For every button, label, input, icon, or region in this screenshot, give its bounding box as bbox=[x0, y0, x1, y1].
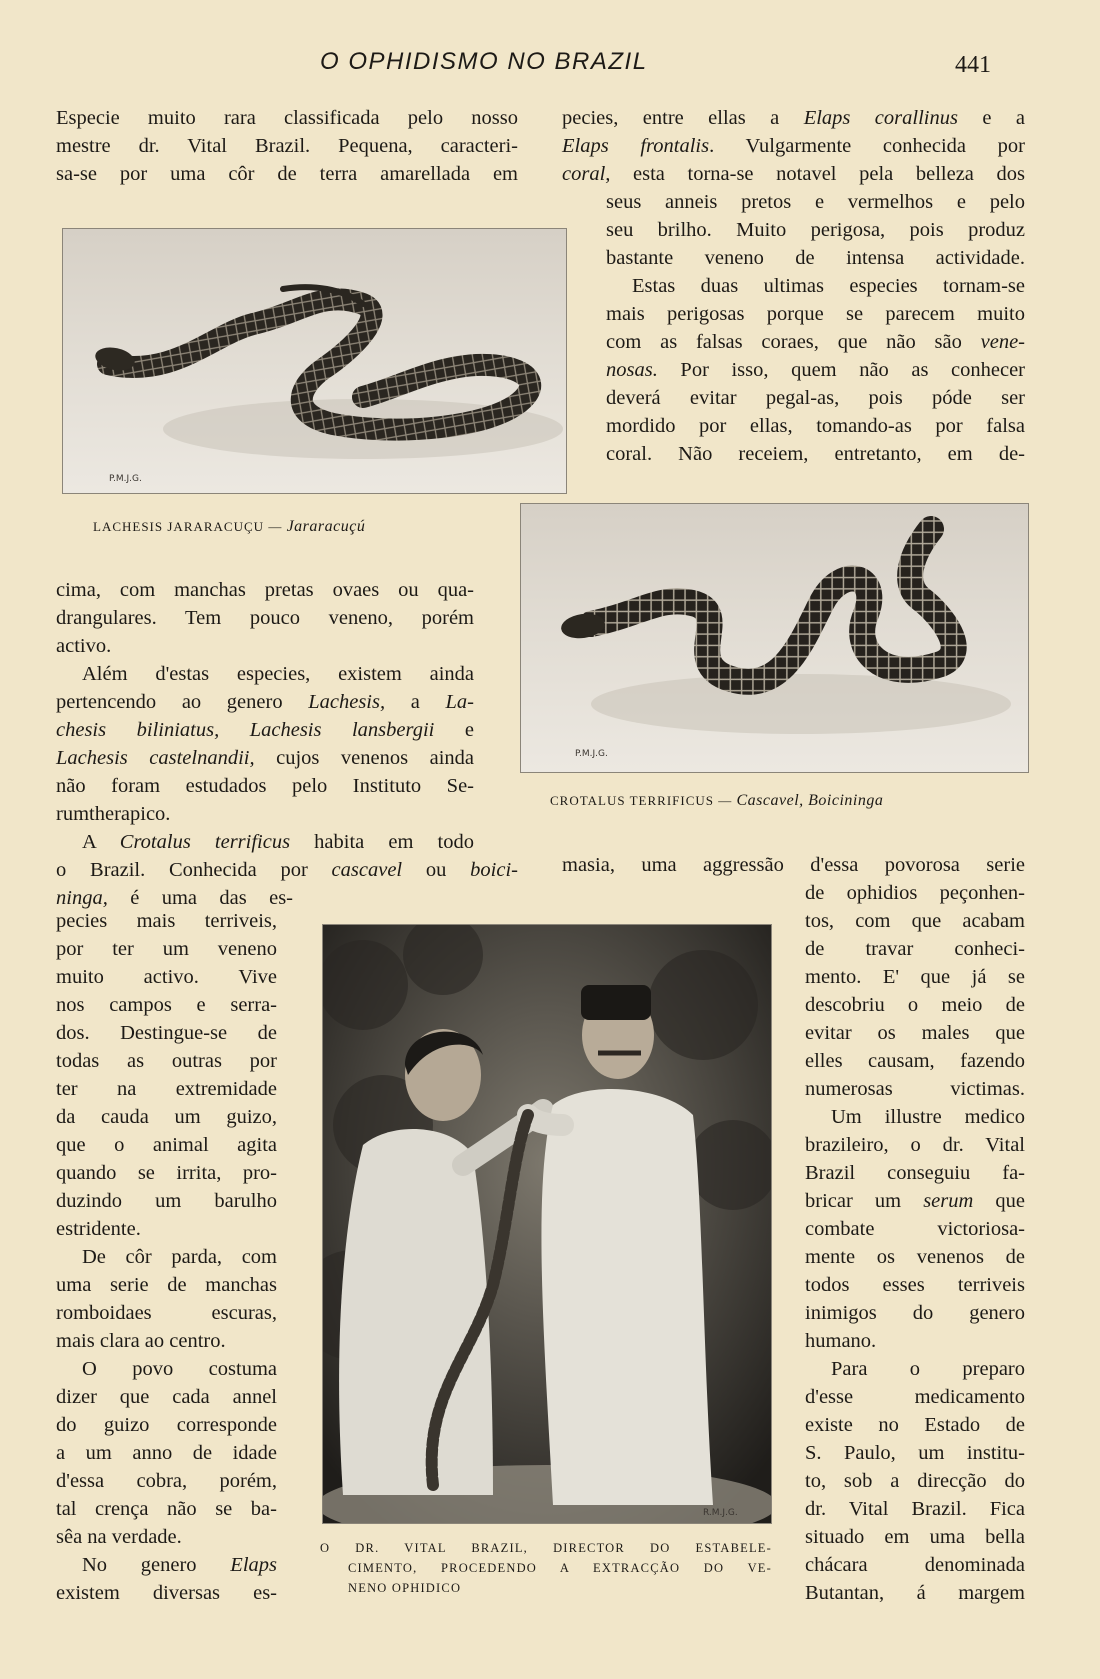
text-line: duzindo um barulho bbox=[56, 1190, 277, 1212]
text-line: mordido por ellas, tomando-as por falsa bbox=[606, 415, 1025, 437]
text-line: quando se irrita, pro- bbox=[56, 1162, 277, 1184]
text-line: sa-se por uma côr de terra amarellada em bbox=[56, 163, 518, 185]
text-line: drangulares. Tem pouco veneno, porém bbox=[56, 607, 474, 629]
text-line: descobriu o meio de bbox=[805, 994, 1025, 1016]
text-line: De côr parda, com bbox=[82, 1246, 277, 1268]
right-column-narrow-text bbox=[805, 879, 1025, 1607]
text-line: d'esse medicamento bbox=[805, 1386, 1025, 1408]
text-line: ninga, é uma das es- bbox=[56, 887, 293, 909]
text-line: cima, com manchas pretas ovaes ou qua- bbox=[56, 579, 474, 601]
text-line: estridente. bbox=[56, 1218, 141, 1240]
text-line: nos campos e serra- bbox=[56, 994, 277, 1016]
text-line: activo. bbox=[56, 635, 112, 657]
text-line: da cauda um guizo, bbox=[56, 1106, 277, 1128]
text-line: mais clara ao centro. bbox=[56, 1330, 226, 1352]
caption-species: LACHESIS JARARACUÇU bbox=[93, 519, 265, 534]
text-line: bastante veneno de intensa actividade. bbox=[606, 247, 1025, 269]
text-line: coral, esta torna-se notavel pela belleza dos bbox=[562, 163, 1025, 185]
text-line: não foram estudados pelo Instituto Se- bbox=[56, 775, 474, 797]
caption-vital-brazil bbox=[320, 1538, 772, 1598]
photo-cascavel bbox=[520, 503, 1029, 773]
page-number: 441 bbox=[955, 52, 991, 78]
text-line: seus anneis pretos e vermelhos e pelo bbox=[606, 191, 1025, 213]
text-line: Estas duas ultimas especies tornam-se bbox=[632, 275, 1025, 297]
text-line: nosas. Por isso, quem não as conhecer bbox=[606, 359, 1025, 381]
caption-dash: — bbox=[718, 793, 733, 808]
photo-signature: R.M.J.G. bbox=[703, 1508, 738, 1518]
text-line: o Brazil. Conhecida por cascavel ou boici- bbox=[56, 859, 518, 881]
right-column-lead-text bbox=[562, 851, 1025, 879]
text-line: existem diversas es- bbox=[56, 1582, 277, 1604]
text-line: A Crotalus terrificus habita em todo bbox=[82, 831, 474, 853]
text-line: combate victoriosa- bbox=[805, 1218, 1025, 1240]
left-column-narrow-text bbox=[56, 907, 277, 1607]
text-line: que o animal agita bbox=[56, 1134, 277, 1156]
text-line: existe no Estado de bbox=[805, 1414, 1025, 1436]
text-line: muito activo. Vive bbox=[56, 966, 277, 988]
text-line: mais perigosas porque se parecem muito bbox=[606, 303, 1025, 325]
text-line: tos, com que acabam bbox=[805, 910, 1025, 932]
text-line: humano. bbox=[805, 1330, 877, 1352]
caption-cascavel bbox=[550, 792, 883, 810]
text-line: Butantan, á margem bbox=[805, 1582, 1025, 1604]
caption-common-name: Jararacuçú bbox=[286, 518, 366, 535]
text-line: chesis biliniatus, Lachesis lansbergii e bbox=[56, 719, 474, 741]
text-line: O povo costuma bbox=[82, 1358, 277, 1380]
photo-signature: P.M.J.G. bbox=[109, 474, 142, 484]
text-line: masia, uma aggressão d'essa povorosa serie bbox=[562, 854, 1025, 876]
photo-vital-brazil bbox=[322, 924, 772, 1524]
text-line: to, sob a direcção do bbox=[805, 1470, 1025, 1492]
snake-illustration-cascavel bbox=[521, 504, 1028, 772]
text-line: inimigos do genero bbox=[805, 1302, 1025, 1324]
text-line: dr. Vital Brazil. Fica bbox=[805, 1498, 1025, 1520]
caption-line: NENO OPHIDICO bbox=[348, 1581, 462, 1595]
left-column-top-text bbox=[56, 104, 518, 188]
text-line: Elaps frontalis. Vulgarmente conhecida por bbox=[562, 135, 1025, 157]
text-line: do guizo corresponde bbox=[56, 1414, 277, 1436]
text-line: mente os venenos de bbox=[805, 1246, 1025, 1268]
text-line: romboidaes escuras, bbox=[56, 1302, 277, 1324]
text-line: seu brilho. Muito perigosa, pois produz bbox=[606, 219, 1025, 241]
text-line: Um illustre medico bbox=[831, 1106, 1025, 1128]
left-column-middle-text bbox=[56, 576, 518, 912]
text-line: mestre dr. Vital Brazil. Pequena, caracteri- bbox=[56, 135, 518, 157]
text-line: Lachesis castelnandii, cujos venenos ainda bbox=[56, 747, 474, 769]
text-line: de travar conheci- bbox=[805, 938, 1025, 960]
text-line: com as falsas coraes, que não são vene- bbox=[606, 331, 1025, 353]
text-line: mento. E' que já se bbox=[805, 966, 1025, 988]
text-line: d'essa cobra, porém, bbox=[56, 1470, 277, 1492]
text-line: dos. Destingue-se de bbox=[56, 1022, 277, 1044]
caption-dash: — bbox=[268, 519, 283, 534]
caption-jararacucu bbox=[93, 518, 365, 536]
caption-line: O DR. VITAL BRAZIL, DIRECTOR DO ESTABELE- bbox=[320, 1541, 772, 1555]
photo-jararacucu bbox=[62, 228, 567, 494]
text-line: deverá evitar pegal-as, pois póde ser bbox=[606, 387, 1025, 409]
text-line: de ophidios peçonhen- bbox=[805, 882, 1025, 904]
text-line: bricar um serum que bbox=[805, 1190, 1025, 1212]
text-line: Para o preparo bbox=[831, 1358, 1025, 1380]
text-line: a um anno de idade bbox=[56, 1442, 277, 1464]
text-line: todos esses terriveis bbox=[805, 1274, 1025, 1296]
text-line: No genero Elaps bbox=[82, 1554, 277, 1576]
text-line: brazileiro, o dr. Vital bbox=[805, 1134, 1025, 1156]
text-line: numerosas victimas. bbox=[805, 1078, 1025, 1100]
text-line: Brazil conseguiu fa- bbox=[805, 1162, 1025, 1184]
text-line: por ter um veneno bbox=[56, 938, 277, 960]
caption-common-name: Cascavel, Boicininga bbox=[736, 792, 884, 809]
photo-signature: P.M.J.G. bbox=[575, 749, 608, 759]
right-column-top-text bbox=[562, 104, 1025, 468]
text-line: pertencendo ao genero Lachesis, a La- bbox=[56, 691, 474, 713]
text-line: coral. Não receiem, entretanto, em de- bbox=[606, 443, 1025, 465]
text-line: pecies mais terriveis, bbox=[56, 910, 277, 932]
text-line: pecies, entre ellas a Elaps corallinus e a bbox=[562, 107, 1025, 129]
text-line: uma serie de manchas bbox=[56, 1274, 277, 1296]
text-line: rumtherapico. bbox=[56, 803, 171, 825]
text-line: elles causam, fazendo bbox=[805, 1050, 1025, 1072]
text-line: situado em uma bella bbox=[805, 1526, 1025, 1548]
text-line: dizer que cada annel bbox=[56, 1386, 277, 1408]
text-line: Além d'estas especies, existem ainda bbox=[82, 663, 474, 685]
text-line: evitar os males que bbox=[805, 1022, 1025, 1044]
text-line: S. Paulo, um institu- bbox=[805, 1442, 1025, 1464]
caption-species: CROTALUS TERRIFICUS bbox=[550, 793, 714, 808]
running-title: O OPHIDISMO NO BRAZIL bbox=[320, 48, 648, 75]
text-line: sêa na verdade. bbox=[56, 1526, 182, 1548]
text-line: chácara denominada bbox=[805, 1554, 1025, 1576]
caption-line: CIMENTO, PROCEDENDO A EXTRACÇÃO DO VE- bbox=[348, 1561, 772, 1575]
portrait-illustration bbox=[323, 925, 771, 1523]
text-line: tal crença não se ba- bbox=[56, 1498, 277, 1520]
snake-illustration-jararacucu bbox=[63, 229, 566, 493]
text-line: Especie muito rara classificada pelo nosso bbox=[56, 107, 518, 129]
text-line: ter na extremidade bbox=[56, 1078, 277, 1100]
text-line: todas as outras por bbox=[56, 1050, 277, 1072]
